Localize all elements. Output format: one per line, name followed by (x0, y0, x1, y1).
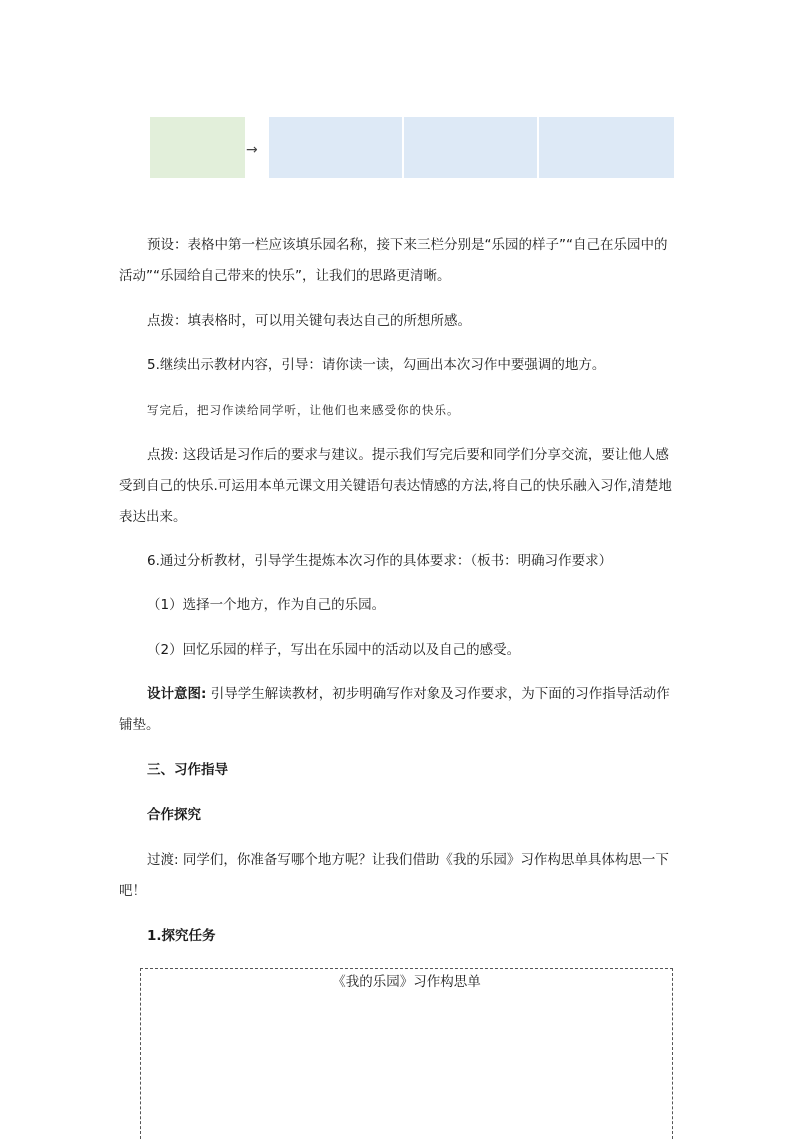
paragraph-tip-requirements: 点拨: 这段话是习作后的要求与建议。提示我们写完后要和同学们分享交流，要让他人感受到自己的快乐.可运用本单元课文用关键语句表达情感的方法,将自己的快乐融入习作,清楚地表达出来。 (119, 447, 672, 525)
subheading-task: 1.探究任务 (147, 928, 216, 944)
diagram-box-activities (404, 117, 537, 178)
flow-diagram (150, 117, 674, 178)
arrow-icon: → (246, 142, 258, 158)
paragraph-tip-table: 点拨：填表格时，可以用关键句表达自己的所想所感。 (147, 313, 471, 329)
design-intent (119, 679, 675, 741)
worksheet-title: 《我的乐园》习作构思单 (332, 974, 481, 990)
textbook-excerpt: 写完后，把习作读给同学听，让他们也来感受你的快乐。 (147, 403, 460, 417)
subheading-cooperative-inquiry: 合作探究 (147, 807, 201, 823)
paragraph-transition: 过渡: 同学们，你准备写哪个地方呢？让我们借助《我的乐园》习作构思单具体构思一下吧！ (119, 852, 669, 899)
paragraph-preset: 预设：表格中第一栏应该填乐园名称，接下来三栏分别是“乐园的样子”“自己在乐园中的活动”“乐园给自己带来的快乐”，让我们的思路更清晰。 (119, 237, 668, 284)
design-intent-label: 设计意图: (147, 686, 207, 702)
paragraph-step-5: 5.继续出示教材内容，引导：请你读一读，勾画出本次习作中要强调的地方。 (147, 357, 606, 373)
diagram-box-happiness (539, 117, 674, 178)
design-intent-text: 引导学生解读教材，初步明确写作对象及习作要求，为下面的习作指导活动作铺垫。 (119, 686, 670, 733)
worksheet-box (140, 968, 673, 1139)
diagram-box-park-name (150, 117, 245, 178)
paragraph-step-6: 6.通过分析教材，引导学生提炼本次习作的具体要求：（板书：明确习作要求） (147, 553, 613, 569)
diagram-box-appearance (269, 117, 402, 178)
requirement-1: （1）选择一个地方，作为自己的乐园。 (147, 597, 386, 613)
requirement-2: （2）回忆乐园的样子，写出在乐园中的活动以及自己的感受。 (147, 642, 521, 658)
section-heading-guidance: 三、习作指导 (147, 762, 228, 778)
